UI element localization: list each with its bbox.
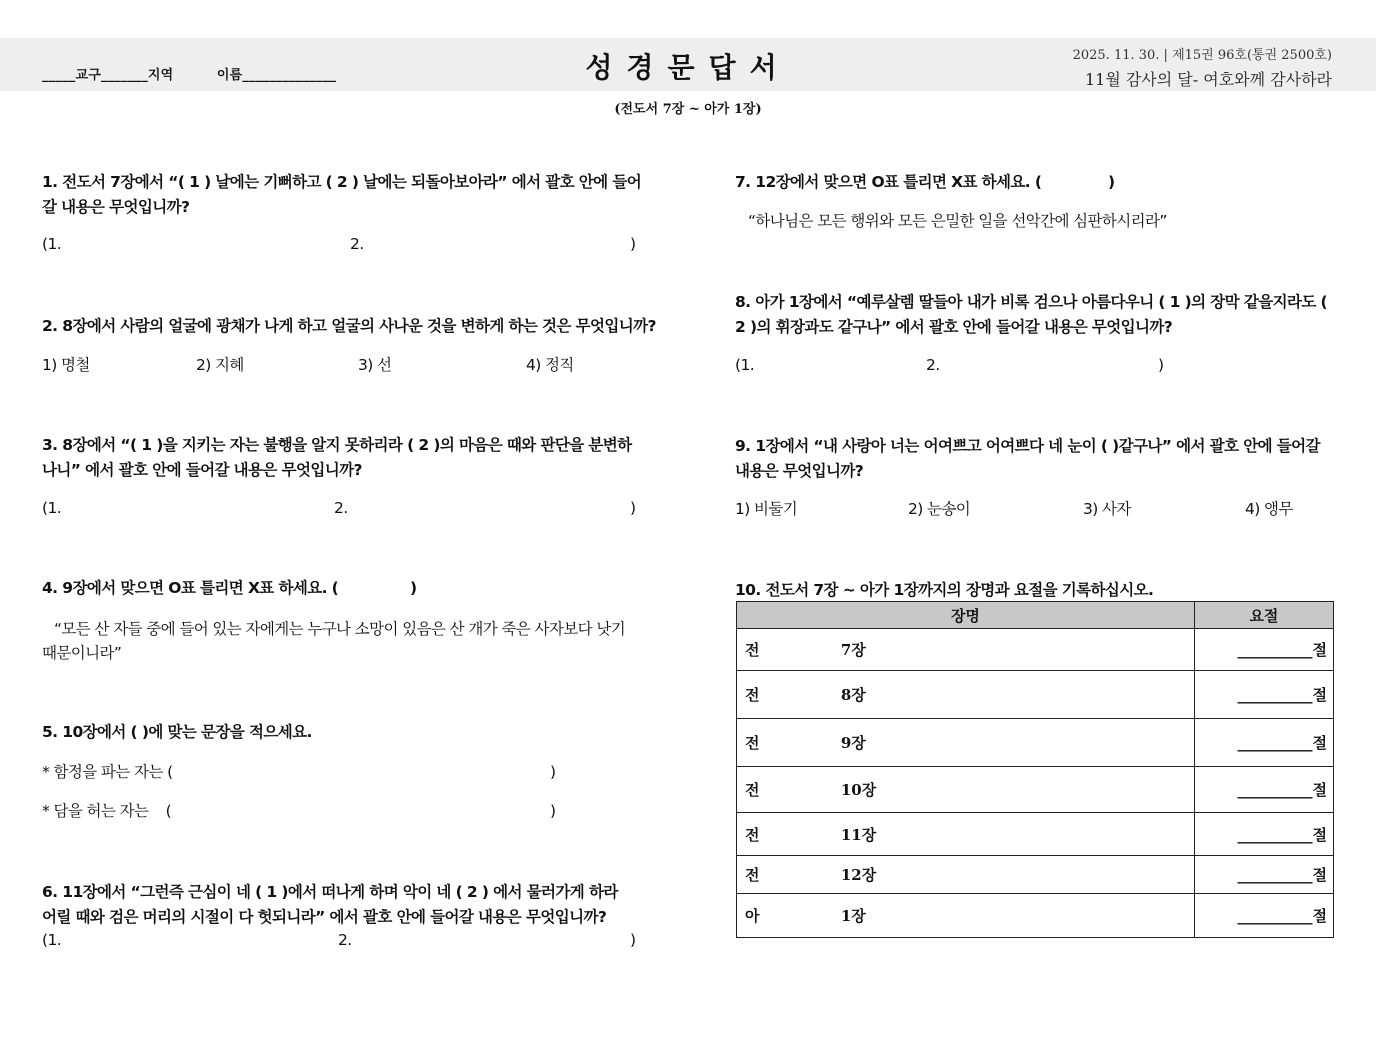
row-chapter-label: 11장 xyxy=(840,825,877,844)
q6-close-paren: ) xyxy=(630,931,636,949)
table-header-row xyxy=(737,602,1334,629)
q2-option-2[interactable]: 2) 지혜 xyxy=(196,356,244,374)
row-chapter[interactable] xyxy=(825,671,1195,719)
question-10: 10. 전도서 7장 ~ 아가 1장까지의 장명과 요절을 기록하십시오. xyxy=(735,581,1154,599)
row-chapter[interactable] xyxy=(825,719,1195,767)
row-book: 전 xyxy=(737,629,825,671)
table-row xyxy=(737,767,1334,813)
q5-line-2-close: ) xyxy=(550,802,556,820)
q8-close-paren: ) xyxy=(1158,356,1164,374)
parish-field[interactable]: _____교구_______지역 xyxy=(42,68,174,83)
row-book: 전 xyxy=(737,671,825,719)
row-verse-blank[interactable]: __________절 xyxy=(1194,813,1333,856)
row-book: 전 xyxy=(737,813,825,856)
q2-option-1[interactable]: 1) 명철 xyxy=(42,356,90,374)
col-header-chapter: 장명 xyxy=(737,602,1195,629)
q1-answer-2[interactable]: 2. xyxy=(350,235,364,253)
question-5: 5. 10장에서 ( )에 맞는 문장을 적으세요. xyxy=(42,723,312,741)
q5-line-2[interactable]: * 담을 허는 자는 ( xyxy=(42,802,172,820)
table-row xyxy=(737,894,1334,938)
q1-close-paren: ) xyxy=(630,235,636,253)
table-row xyxy=(737,856,1334,894)
q9-option-1[interactable]: 1) 비둘기 xyxy=(735,500,798,518)
row-verse-blank[interactable]: __________절 xyxy=(1194,671,1333,719)
q3-answer-2[interactable]: 2. xyxy=(334,499,348,517)
row-verse-blank[interactable]: __________절 xyxy=(1194,894,1333,938)
table-row xyxy=(737,813,1334,856)
q8-answer-1[interactable]: (1. xyxy=(735,356,755,374)
row-chapter-label: 8장 xyxy=(840,686,866,704)
table-row xyxy=(737,719,1334,767)
row-verse-blank[interactable]: __________절 xyxy=(1194,629,1333,671)
row-chapter-label: 12장 xyxy=(840,866,877,884)
q7-close-paren[interactable]: ) xyxy=(1108,173,1115,191)
question-1: 1. 전도서 7장에서 “( 1 ) 날에는 기뻐하고 ( 2 ) 날에는 되돌아보아라” 에서 괄호 안에 들어갈 내용은 무엇입니까? xyxy=(42,173,642,216)
chapter-verse-table xyxy=(736,601,1334,938)
q4-close-paren[interactable]: ) xyxy=(410,579,417,597)
row-chapter-label: 10장 xyxy=(840,781,877,799)
question-6: 6. 11장에서 “그런즉 근심이 네 ( 1 )에서 떠나게 하며 악이 네 ( 2 ) 에서 물러가게 하라 어릴 때와 검은 머리의 시절이 다 헛되니라” 에서 괄호 안에 들어갈 내용은 무엇입니까? xyxy=(42,883,618,926)
row-chapter[interactable] xyxy=(825,894,1195,938)
q6-answer-2[interactable]: 2. xyxy=(338,931,352,949)
row-chapter-label: 1장 xyxy=(840,907,866,925)
question-8: 8. 아가 1장에서 “예루살렘 딸들아 내가 비록 검으나 아름다우니 ( 1 )의 장막 같을지라도 ( 2 )의 휘장과도 같구나” 에서 괄호 안에 들어갈 내용은 무엇입니까? xyxy=(735,293,1327,336)
page-title: 성경문답서 xyxy=(585,51,791,84)
row-verse-blank[interactable]: __________절 xyxy=(1194,767,1333,813)
q2-option-3[interactable]: 3) 선 xyxy=(358,356,392,374)
question-7: 7. 12장에서 맞으면 O표 틀리면 X표 하세요. ( xyxy=(735,173,1042,191)
q3-answer-1[interactable]: (1. xyxy=(42,499,62,517)
row-book: 아 xyxy=(737,894,825,938)
q9-option-4[interactable]: 4) 앵무 xyxy=(1245,500,1293,518)
q7-quote: “하나님은 모든 행위와 모든 은밀한 일을 선악간에 심판하시리라” xyxy=(748,212,1167,230)
row-verse-blank[interactable]: __________절 xyxy=(1194,719,1333,767)
row-chapter[interactable] xyxy=(825,629,1195,671)
q6-answer-1[interactable]: (1. xyxy=(42,931,62,949)
table-row xyxy=(737,629,1334,671)
row-chapter[interactable] xyxy=(825,767,1195,813)
question-2: 2. 8장에서 사람의 얼굴에 광채가 나게 하고 얼굴의 사나운 것을 변하게 하는 것은 무엇입니까? xyxy=(42,317,656,335)
page-subtitle: (전도서 7장 ~ 아가 1장) xyxy=(614,102,762,117)
q1-answer-1[interactable]: (1. xyxy=(42,235,62,253)
row-chapter-label: 7장 xyxy=(840,641,866,659)
row-chapter-label: 9장 xyxy=(840,734,866,752)
q2-option-4[interactable]: 4) 정직 xyxy=(526,356,574,374)
row-verse-blank[interactable]: __________절 xyxy=(1194,856,1333,894)
question-3: 3. 8장에서 “( 1 )을 지키는 자는 불행을 알지 못하리라 ( 2 )의 마음은 때와 판단을 분변하나니” 에서 괄호 안에 들어갈 내용은 무엇입니까? xyxy=(42,436,632,479)
table-row xyxy=(737,671,1334,719)
q4-quote: “모든 산 자들 중에 들어 있는 자에게는 누구나 소망이 있음은 산 개가 죽은 사자보다 낫기 때문이니라” xyxy=(42,620,626,662)
row-book: 전 xyxy=(737,719,825,767)
question-4: 4. 9장에서 맞으면 O표 틀리면 X표 하세요. ( xyxy=(42,579,339,597)
col-header-verse: 요절 xyxy=(1194,602,1333,629)
question-9: 9. 1장에서 “내 사랑아 너는 어여쁘고 어여쁘다 네 눈이 ( )같구나” 에서 괄호 안에 들어갈 내용은 무엇입니까? xyxy=(735,437,1320,480)
q9-option-2[interactable]: 2) 눈송이 xyxy=(908,500,971,518)
name-field[interactable]: 이름______________ xyxy=(216,68,337,83)
q3-close-paren: ) xyxy=(630,499,636,517)
row-chapter[interactable] xyxy=(825,813,1195,856)
q5-line-1[interactable]: * 함정을 파는 자는 ( xyxy=(42,763,173,781)
row-book: 전 xyxy=(737,767,825,813)
row-chapter[interactable] xyxy=(825,856,1195,894)
q9-option-3[interactable]: 3) 사자 xyxy=(1083,500,1131,518)
issue-info: 2025. 11. 30. | 제15권 96호(통권 2500호) xyxy=(1072,48,1332,63)
q5-line-1-close: ) xyxy=(550,763,556,781)
row-book: 전 xyxy=(737,856,825,894)
monthly-theme: 11월 감사의 달- 여호와께 감사하라 xyxy=(1084,70,1332,89)
q8-answer-2[interactable]: 2. xyxy=(926,356,940,374)
